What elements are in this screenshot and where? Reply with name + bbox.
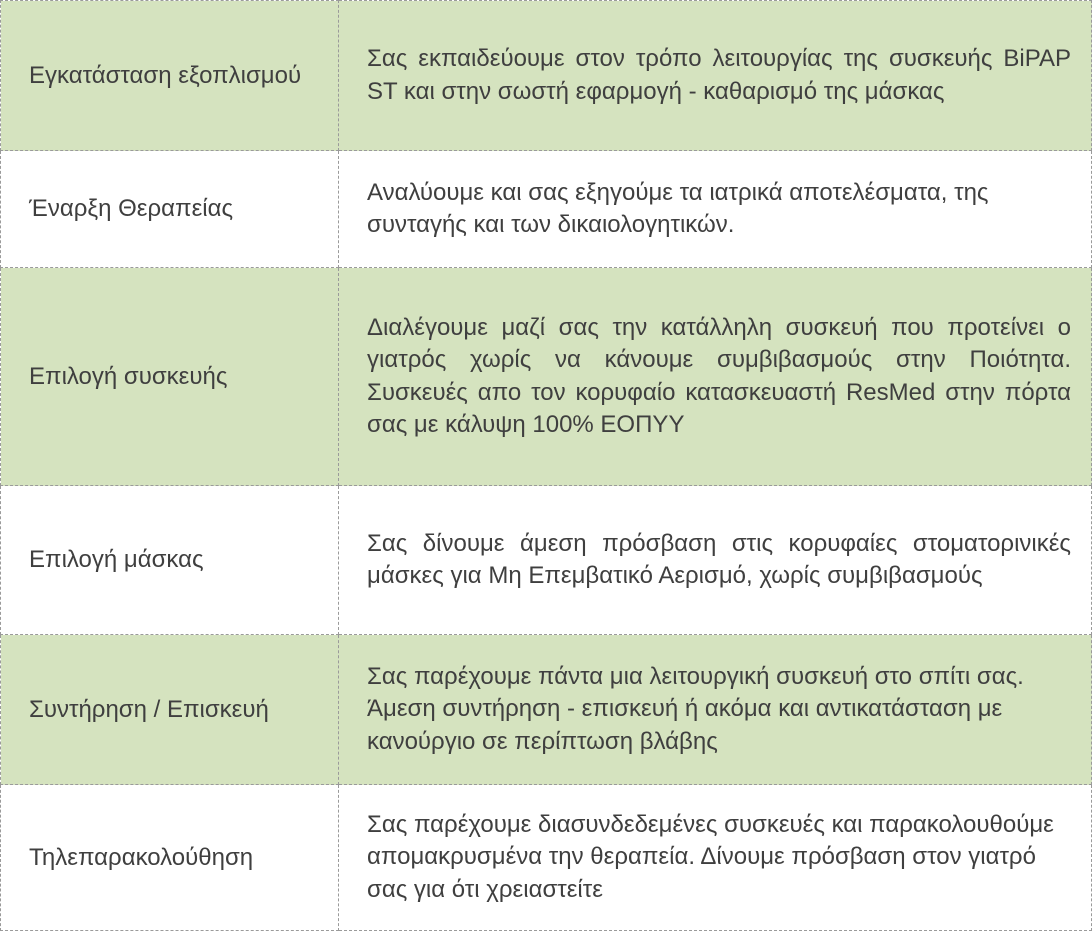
service-title: Συντήρηση / Επισκευή	[1, 635, 339, 785]
service-title: Επιλογή μάσκας	[1, 486, 339, 635]
service-title: Επιλογή συσκευής	[1, 268, 339, 486]
service-description: Σας δίνουμε άμεση πρόσβαση στις κορυφαίες στοματορινικές μάσκες για Μη Επεμβατικό Αερισμό, χωρίς συμβιβασμούς	[339, 486, 1092, 635]
table-row	[1, 785, 1092, 931]
service-title: Εγκατάσταση εξοπλισμού	[1, 1, 339, 151]
table-row	[1, 486, 1092, 635]
table-row	[1, 635, 1092, 785]
service-description: Σας εκπαιδεύουμε στον τρόπο λειτουργίας της συσκευής BiPAP ST και στην σωστή εφαρμογή - καθαρισμό της μάσκας	[339, 1, 1092, 151]
service-title: Έναρξη Θεραπείας	[1, 151, 339, 268]
service-description: Διαλέγουμε μαζί σας την κατάλληλη συσκευή που προτείνει ο γιατρός χωρίς να κάνουμε συμβιβασμούς στην Ποιότητα. Συσκευές απο τον κορυφαίο κατασκευαστή ResMed στην πόρτα σας με κάλυψη 100% ΕΟΠΥΥ	[339, 268, 1092, 486]
service-description: Σας παρέχουμε πάντα μια λειτουργική συσκευή στο σπίτι σας. Άμεση συντήρηση - επισκευή ή ακόμα και αντικατάσταση με κανούργιο σε περίπτωση βλάβης	[339, 635, 1092, 785]
service-description: Σας παρέχουμε διασυνδεδεμένες συσκευές και παρακολουθούμε απομακρυσμένα την θεραπεία. Δίνουμε πρόσβαση στον γιατρό σας για ότι χρειαστείτε	[339, 785, 1092, 931]
service-description: Αναλύουμε και σας εξηγούμε τα ιατρικά αποτελέσματα, της συνταγής και των δικαιολογητικών.	[339, 151, 1092, 268]
table-row	[1, 151, 1092, 268]
table-row	[1, 1, 1092, 151]
service-title: Τηλεπαρακολούθηση	[1, 785, 339, 931]
table-row	[1, 268, 1092, 486]
